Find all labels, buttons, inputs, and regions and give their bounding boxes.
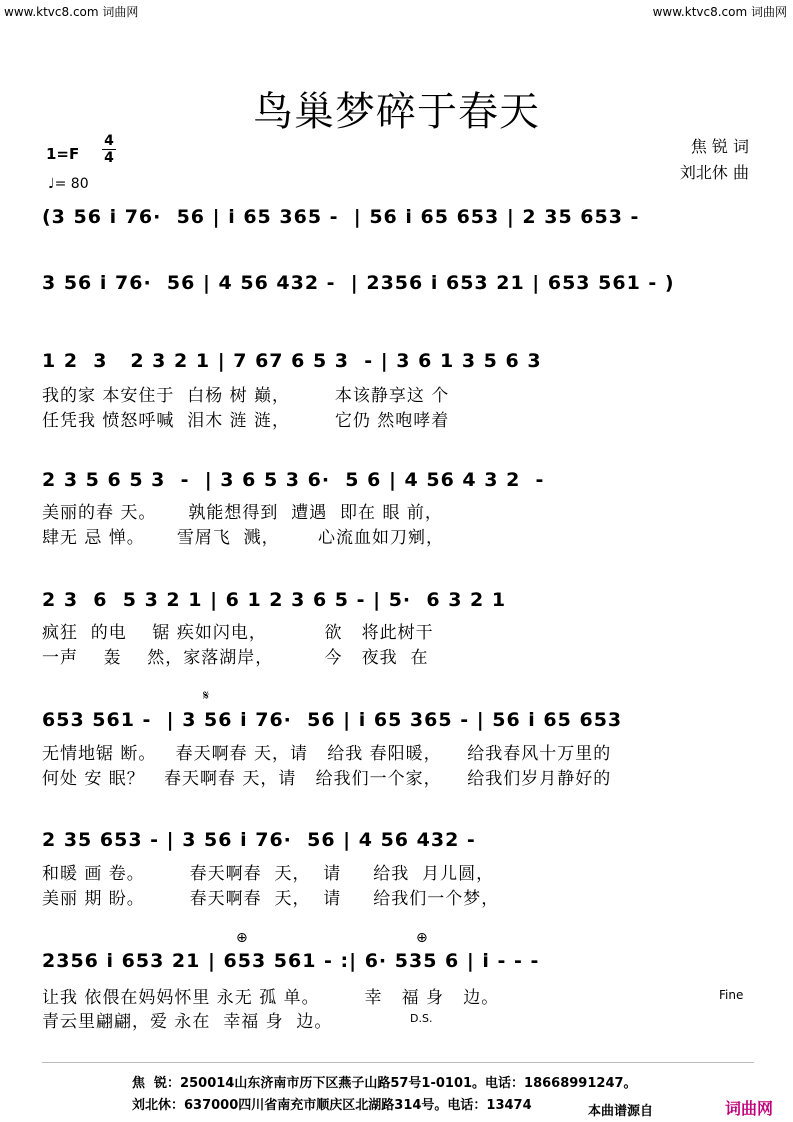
ds-marking: D.S. xyxy=(410,1012,433,1025)
notation: 3 56 i 76· 56 | 4 56 432 - | 2356 i 653 21 | 653 561 - ) xyxy=(42,272,675,294)
segno-icon: 𝄋 xyxy=(203,688,210,704)
coda-icon: ⊕ xyxy=(236,930,248,946)
source-label: 本曲谱源自 xyxy=(586,1100,655,1119)
watermark-right: www.ktvc8.com 词曲网 xyxy=(652,5,787,19)
staff-line-1 xyxy=(42,206,754,240)
staff-line-6 xyxy=(42,709,754,743)
lyric-line: 让我 依偎在妈妈怀里 永无 孤 单。 幸 福 身 边。 xyxy=(42,988,500,1008)
notation: 2356 i 653 21 | 653 561 - :| 6· 535 6 | i - - - xyxy=(42,950,540,972)
composer-credit: 刘北休 曲 xyxy=(679,163,749,182)
notation: (3 56 i 76· 56 | i 65 365 - | 56 i 65 653 | 2 35 653 - xyxy=(42,206,640,228)
lyric-line: 美丽 期 盼。 春天啊春 天， 请 给我们一个梦， xyxy=(42,889,500,909)
lyric-line: 疯狂 的电 锯 疾如闪电， 欲 将此树干 xyxy=(42,623,434,643)
lyric-line: 美丽的春 天。 孰能想得到 遭遇 即在 眼 前， xyxy=(42,503,443,523)
lyric-line: 我的家 本安住于 白杨 树 巅， 本该静享这 个 xyxy=(42,386,450,406)
meter-bottom: 4 xyxy=(104,150,114,166)
lyric-line: 和暖 画 卷。 春天啊春 天， 请 给我 月儿圆， xyxy=(42,864,495,884)
fine-marking: Fine xyxy=(719,988,744,1002)
time-signature xyxy=(102,133,116,166)
staff-line-7 xyxy=(42,829,754,863)
lyric-line: 任凭我 愤怒呼喊 泪木 涟 涟， 它仍 然咆哮着 xyxy=(42,411,450,431)
song-title: 鸟巢梦碎于春天 xyxy=(253,89,540,135)
staff-line-2 xyxy=(42,272,754,306)
lyricist-credit: 焦 锐 词 xyxy=(690,137,749,156)
footer-divider xyxy=(42,1062,754,1063)
staff-line-3 xyxy=(42,350,754,384)
site-logo: 词曲网 xyxy=(725,1099,774,1118)
tempo-marking: ♩= 80 xyxy=(48,176,89,192)
notation: 653 561 - | 3 56 i 76· 56 | i 65 365 - | 56 i 65 653 xyxy=(42,709,623,731)
lyric-line: 何处 安 眠？ 春天啊春 天，请 给我们一个家， 给我们岁月静好的 xyxy=(42,769,612,789)
notation: 2 35 653 - | 3 56 i 76· 56 | 4 56 432 - xyxy=(42,829,476,851)
footer-contact-1: 焦 锐：250014山东济南市历下区燕子山路57号1-0101。电话：18668991247。 xyxy=(132,1076,637,1091)
watermark-left: www.ktvc8.com 词曲网 xyxy=(4,5,139,19)
key-signature: 1=F xyxy=(46,145,80,163)
staff-line-8 xyxy=(42,950,754,984)
footer-contact-2: 刘北休：637000四川省南充市顺庆区北湖路314号。电话：13474 xyxy=(132,1098,532,1113)
lyric-line: 肆无 忌 惮。 雪屑飞 溅， 心流血如刀剜， xyxy=(42,528,445,548)
lyric-line: 青云里翩翩，爱 永在 幸福 身 边。 xyxy=(42,1012,333,1032)
notation: 2 3 6 5 3 2 1 | 6 1 2 3 6 5 - | 5· 6 3 2 1 xyxy=(42,589,507,611)
meter-top: 4 xyxy=(104,133,114,149)
coda-icon: ⊕ xyxy=(416,930,428,946)
notation: 2 3 5 6 5 3 - | 3 6 5 3 6· 5 6 | 4 56 4 3 2 - xyxy=(42,469,545,491)
lyric-line: 无情地锯 断。 春天啊春 天，请 给我 春阳暖， 给我春风十万里的 xyxy=(42,744,612,764)
lyric-line: 一声 轰 然，家落湖岸， 今 夜我 在 xyxy=(42,648,429,668)
notation: 1 2 3 2 3 2 1 | 7 67 6 5 3 - | 3 6 1 3 5 6 3 xyxy=(42,350,542,372)
